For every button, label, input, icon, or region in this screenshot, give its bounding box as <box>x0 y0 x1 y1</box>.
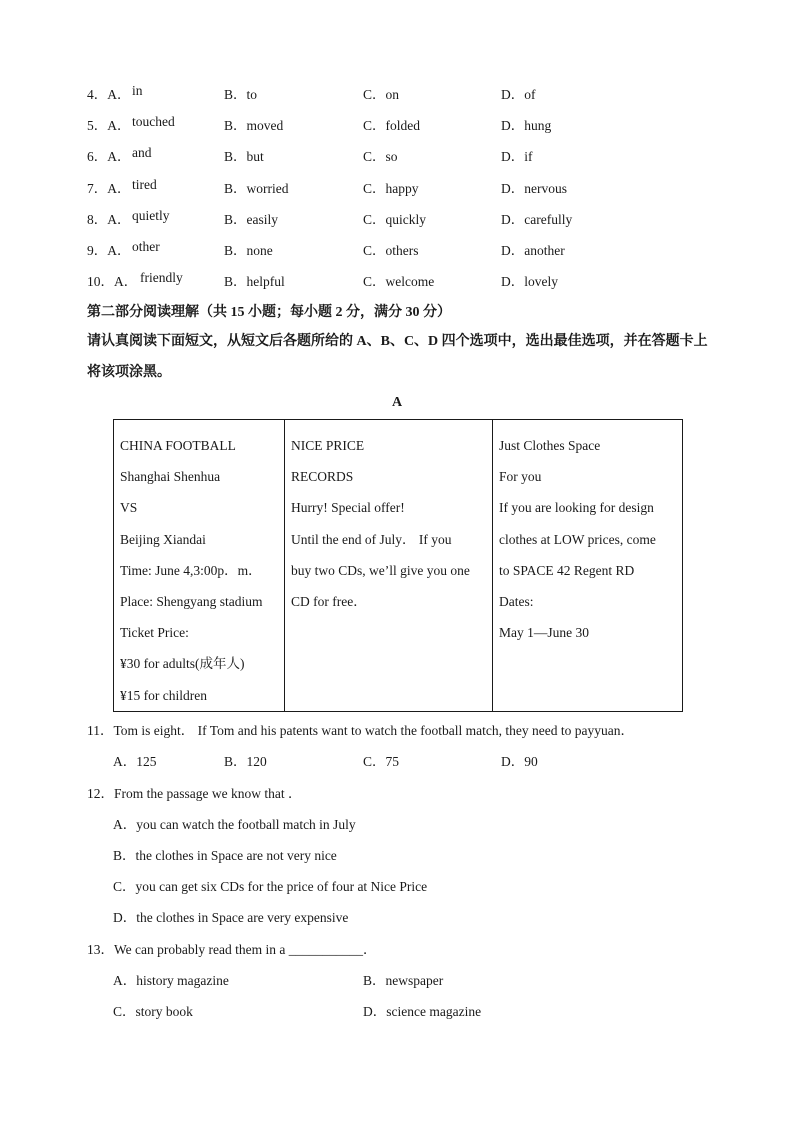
option-b: B．easily <box>224 211 278 227</box>
ad-line: CD for free． <box>291 594 367 610</box>
option-a-label: 5．A． <box>87 118 131 134</box>
ad-line: ¥30 for adults(成年人) <box>120 656 245 672</box>
q11-option-b: B．120 <box>224 754 267 769</box>
option-b: B．worried <box>224 180 289 196</box>
option-d: D．carefully <box>501 211 573 227</box>
q11-option-d: D．90 <box>501 754 538 769</box>
passage-label: A <box>392 395 403 410</box>
records-ad <box>285 420 493 712</box>
ad-line: Until the end of July． If you <box>291 531 452 547</box>
ad-line: Ticket Price: <box>120 625 189 641</box>
ad-line: Just Clothes Space <box>499 438 601 453</box>
option-b: B．none <box>224 243 273 258</box>
option-d: D．if <box>501 149 533 165</box>
option-c: C．so <box>363 149 398 165</box>
option-c: C．welcome <box>363 274 435 290</box>
q13-option-d: D．science magazine <box>363 1004 482 1019</box>
q12-option-a: A．you can watch the football match in July <box>113 817 356 832</box>
option-d: D．hung <box>501 118 552 134</box>
q12-option-b: B．the clothes in Space are not very nice <box>113 848 337 863</box>
ad-line: Beijing Xiandai <box>120 531 206 547</box>
ads-table <box>113 419 683 712</box>
ad-line: For you <box>499 469 542 485</box>
ad-line: If you are looking for design <box>499 500 654 516</box>
q13-option-a: A．history magazine <box>113 973 229 988</box>
option-a-text: friendly <box>140 270 183 286</box>
ad-line: RECORDS <box>291 469 354 485</box>
option-a-label: 9．A． <box>87 243 131 258</box>
option-b: B．helpful <box>224 274 285 290</box>
q12-option-d: D．the clothes in Space are very expensive <box>113 910 349 925</box>
option-a-label: 8．A． <box>87 211 131 227</box>
option-a-text: and <box>132 145 152 161</box>
q13-option-c: C．story book <box>113 1004 193 1019</box>
option-b: B．but <box>224 149 264 165</box>
q12-option-c: C．you can get six CDs for the price of four at Nice Price <box>113 879 428 894</box>
clothes-ad <box>493 420 683 712</box>
option-a-text: in <box>132 83 143 98</box>
option-d: D．of <box>501 87 536 102</box>
q11-stem: 11．Tom is eight． If Tom and his patents want to watch the football match, they need to payyuan． <box>87 723 634 738</box>
ad-line: clothes at LOW prices, come <box>499 531 656 547</box>
option-a-text: quietly <box>132 207 170 223</box>
football-ad <box>114 420 285 712</box>
q13-option-b: B．newspaper <box>363 973 444 988</box>
option-a-label: 10．A． <box>87 274 138 290</box>
option-d: D．nervous <box>501 180 567 196</box>
option-d: D．lovely <box>501 274 558 290</box>
ad-line: CHINA FOOTBALL <box>120 438 236 453</box>
section-heading: 第二部分阅读理解（共 15 小题；每小题 2 分，满分 30 分） <box>87 305 451 320</box>
ad-line: May 1—June 30 <box>499 625 589 641</box>
option-b: B．to <box>224 87 258 102</box>
option-a-text: other <box>132 239 160 254</box>
option-a-text: touched <box>132 114 175 130</box>
ad-line: to SPACE 42 Regent RD <box>499 562 635 578</box>
option-c: C．on <box>363 87 400 102</box>
option-a-label: 7．A． <box>87 180 131 196</box>
option-c: C．happy <box>363 180 419 196</box>
option-c: C．quickly <box>363 211 426 227</box>
ad-line: ¥15 for children <box>120 687 207 703</box>
q12-stem: 12．From the passage we know that ． <box>87 786 302 801</box>
ad-line: VS <box>120 500 138 516</box>
section-instruction: 请认真阅读下面短文，从短文后各题所给的 A、B、C、D 四个选项中，选出最佳选项，并在答题卡上将该项涂黑。 <box>87 334 708 380</box>
ad-line: NICE PRICE <box>291 438 365 453</box>
option-b: B．moved <box>224 118 284 134</box>
ad-line: Hurry! Special offer! <box>291 500 405 516</box>
ad-line: buy two CDs, we’ll give you one <box>291 562 470 578</box>
option-a-label: 6．A． <box>87 149 131 165</box>
option-c: C．folded <box>363 118 420 134</box>
option-c: C．others <box>363 243 419 258</box>
ad-line: Shanghai Shenhua <box>120 469 221 485</box>
q11-option-c: C．75 <box>363 754 400 769</box>
q11-option-a: A．125 <box>113 754 157 769</box>
option-a-label: 4．A． <box>87 87 131 102</box>
ad-line: Time: June 4,3:00p．m． <box>120 562 262 578</box>
option-d: D．another <box>501 243 565 258</box>
option-a-text: tired <box>132 176 157 192</box>
q13-stem: 13．We can probably read them in a ___________． <box>87 942 377 957</box>
ad-line: Place: Shengyang stadium <box>120 594 263 610</box>
ad-line: Dates: <box>499 594 534 610</box>
